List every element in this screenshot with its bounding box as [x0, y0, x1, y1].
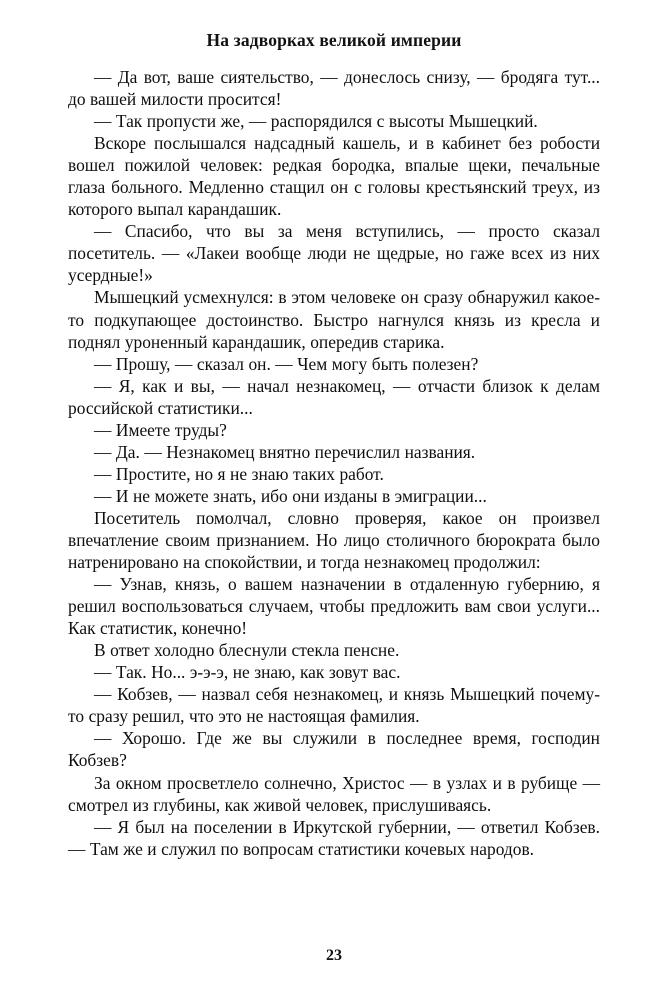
paragraph: — И не можете знать, ибо они изданы в эмиграции...	[94, 485, 487, 506]
paragraph: — Кобзев, — назвал себя незнакомец, и князь Мышецкий почему-то сразу решил, что это не настоящая фамилия.	[68, 684, 600, 727]
body-text	[68, 66, 600, 860]
paragraph: Мышецкий усмехнулся: в этом человеке он сразу обнаружил какое-то подкупающее достоинство. Быстро нагнулся князь из кресла и поднял уроненный карандашик, опередив старика.	[68, 287, 600, 352]
paragraph: — Хорошо. Где же вы служили в последнее время, господин Кобзев?	[68, 728, 600, 771]
paragraph: — Так. Но... э-э-э, не знаю, как зовут вас.	[94, 662, 401, 683]
paragraph: — Имеете труды?	[94, 419, 227, 440]
paragraph: — Прошу, — сказал он. — Чем могу быть полезен?	[94, 353, 479, 374]
paragraph: — Я был на поселении в Иркутской губернии, — ответил Кобзев. — Там же и служил по вопросам статистики кочевых народов.	[68, 816, 600, 859]
paragraph: — Да вот, ваше сиятельство, — донеслось снизу, — бродяга тут... до вашей милости просится!	[68, 67, 600, 110]
paragraph: — Узнав, князь, о вашем назначении в отдаленную губернию, я решил воспользоваться случаем, чтобы предложить вам свои услуги... Как статистик, конечно!	[68, 574, 600, 639]
paragraph: — Спасибо, что вы за меня вступились, — просто сказал посетитель. — «Лакеи вообще люди не щедрые, но гаже всех из них усердные!»	[68, 221, 600, 286]
page-number: 23	[326, 947, 342, 964]
paragraph: Вскоре послышался надсадный кашель, и в кабинет без робости вошел пожилой человек: редкая бородка, впалые щеки, печальные глаза больного. Медленно стащил он с головы крестьянский треух, из которого выпал карандашик.	[68, 133, 600, 220]
paragraph: — Простите, но я не знаю таких работ.	[94, 463, 384, 484]
running-head: На задворках великой империи	[206, 30, 462, 50]
paragraph: — Так пропусти же, — распорядился с высоты Мышецкий.	[94, 111, 538, 132]
paragraph: Посетитель помолчал, словно проверяя, какое он произвел впечатление своим признанием. Но лицо столичного бюрократа было натренировано на спокойствии, и тогда незнакомец продолжил:	[68, 507, 600, 573]
paragraph: — Да. — Незнакомец внятно перечислил названия.	[94, 441, 476, 462]
paragraph: За окном просветлело солнечно, Христос — в узлах и в рубище — смотрел из глубины, как живой человек, прислушиваясь.	[68, 772, 600, 815]
paragraph: — Я, как и вы, — начал незнакомец, — отчасти близок к делам российской статистики...	[68, 375, 600, 418]
paragraph: В ответ холодно блеснули стекла пенсне.	[94, 640, 400, 661]
